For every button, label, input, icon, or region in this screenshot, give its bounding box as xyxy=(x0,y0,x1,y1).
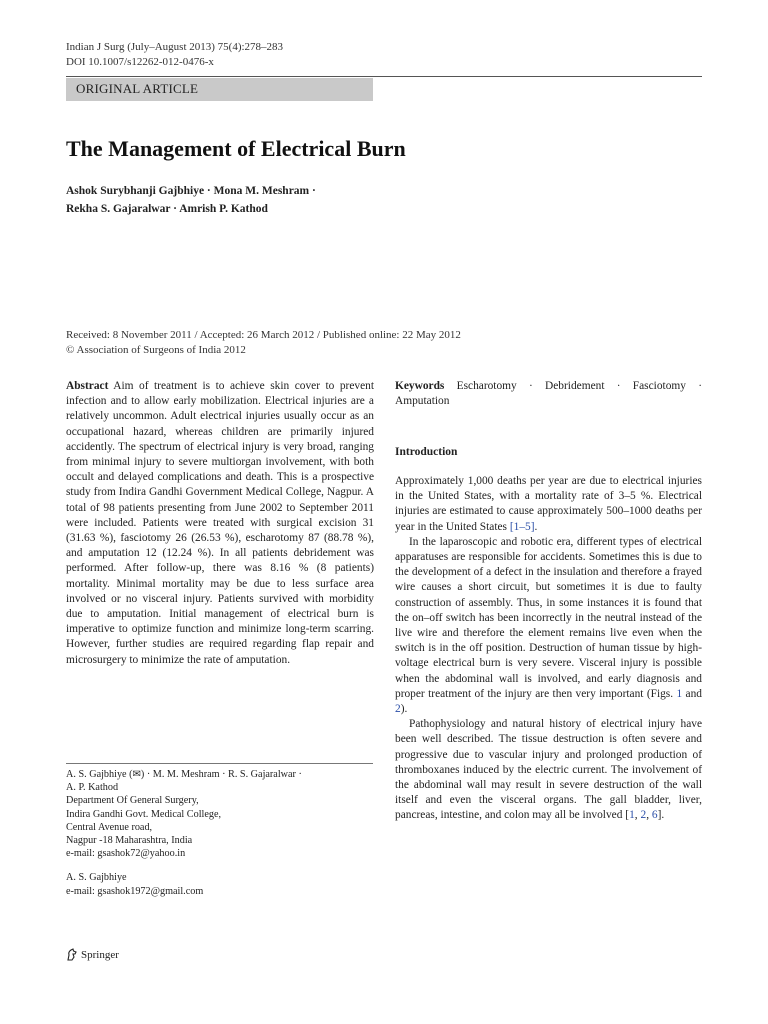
envelope-icon: ✉ xyxy=(132,769,141,780)
affiliation-separator xyxy=(66,763,373,764)
affiliation-email-2[interactable]: e-mail: gsashok1972@gmail.com xyxy=(66,885,204,897)
intro-p3-sep-1: , xyxy=(634,809,641,822)
figure-link-2[interactable]: 2 xyxy=(395,703,401,716)
affiliation-department: Department Of General Surgery, xyxy=(66,795,199,807)
affiliation-college: Indira Gandhi Govt. Medical College, xyxy=(66,808,222,820)
header-rule xyxy=(66,76,702,77)
affiliation-authors-line-1 xyxy=(66,768,302,781)
journal-citation xyxy=(66,40,283,70)
abstract-label: Abstract xyxy=(66,380,109,392)
introduction-heading: Introduction xyxy=(395,446,458,458)
affiliations xyxy=(66,768,302,898)
abstract xyxy=(66,379,374,668)
publisher-footer xyxy=(66,948,119,961)
keywords-text: Escharotomy · Debridement · Fasciotomy · Amputation xyxy=(395,380,702,408)
citation-link-1-5[interactable]: [1–5] xyxy=(509,520,535,533)
intro-p2-and: and xyxy=(682,687,702,700)
publisher-name: Springer xyxy=(81,948,119,961)
author-line-1: Ashok Surybhanji Gajbhiye · Mona M. Meshram · xyxy=(66,185,316,197)
introduction-body xyxy=(395,474,702,824)
keywords-label: Keywords xyxy=(395,380,445,392)
intro-paragraph-3 xyxy=(395,717,702,823)
affiliation-gap xyxy=(66,860,302,871)
intro-paragraph-1 xyxy=(395,474,702,535)
intro-p1-end: . xyxy=(534,520,538,533)
journal-line: Indian J Surg (July–August 2013) 75(4):278–283 xyxy=(66,41,284,53)
springer-horse-icon xyxy=(66,948,78,961)
doi-line: DOI 10.1007/s12262-012-0476-x xyxy=(66,56,214,68)
copyright-text: Association of Surgeons of India 2012 xyxy=(76,344,246,356)
affil-line1-pre: A. S. Gajbhiye ( xyxy=(66,769,133,780)
article-type-banner xyxy=(66,78,373,101)
paper-title: The Management of Electrical Burn xyxy=(66,136,406,161)
intro-p2-text: In the laparoscopic and robotic era, different types of electrical apparatuses are responsible for accidents. Sometimes this is due to the development of a defect in the insulation and therefore a frayed wire causes a short circuit, but sometimes it is due to faulty construction of assembly. Thus, in some instances it is found that the on–off switch has been incorrectly in the neutral instead of the live wire and therefore the element remains live even when the switch is in the off position. Destruction of human tissue by high-voltage electrical burn is very severe. Visceral injury is possible when the abdominal wall is involved, and early diagnosis and proper treatment of the injury are then very important (Figs. xyxy=(395,535,702,700)
article-type-label: ORIGINAL ARTICLE xyxy=(76,81,199,96)
citation-link-1[interactable]: 1 xyxy=(629,809,635,822)
author-line-2: Rekha S. Gajaralwar · Amrish P. Kathod xyxy=(66,203,268,215)
affiliation-road: Central Avenue road, xyxy=(66,821,153,833)
citation-link-2[interactable]: 2 xyxy=(640,809,647,822)
citation-link-6[interactable]: 6 xyxy=(651,809,658,822)
intro-p1-text: Approximately 1,000 deaths per year are due to electrical injuries in the United States, with a mortality rate of 3–5 %. Electrical injuries are estimated to cause approximately 500–1000 deaths per year in the United States xyxy=(395,475,702,533)
author-list xyxy=(66,182,316,218)
copyright-line xyxy=(66,343,461,358)
affiliation-authors-line-2: A. P. Kathod xyxy=(66,782,119,794)
figure-link-1[interactable]: 1 xyxy=(676,687,683,700)
keywords xyxy=(395,379,702,409)
publication-dates xyxy=(66,328,461,358)
intro-paragraph-2 xyxy=(395,535,702,717)
intro-p3-end: ]. xyxy=(657,809,665,822)
affiliation-city: Nagpur -18 Maharashtra, India xyxy=(66,835,193,847)
affiliation-author-2: A. S. Gajbhiye xyxy=(66,872,127,884)
intro-p3-sep-2: , xyxy=(646,809,652,822)
abstract-text: Aim of treatment is to achieve skin cover to prevent infection and to allow early mobilization. Electrical injuries are a relatively uncommon. Adult electrical injuries usually occur as an occupational hazard, whereas children are primarily injured accidently. The spectrum of electrical injury is very broad, ranging from minimal injury to severe multiorgan involvement, with both occult and delayed complications and death. This is a prospective study from Indira Gandhi Government Medical College, Nagpur. A total of 98 patients presenting from June 2002 to September 2011 were included. Patients were treated with surgical excision 31 (31.63 %), fasciotomy 26 (26.53 %), escharotomy 87 (88.78 %), and amputation 12 (12.24 %). In all patients debridement was performed. After follow-up, there was 8.16 % (8 patients) mortality. Minimal mortality may be due to less surface area involved or no visceral injury. Patients survived with morbidity due to amputation. Initial management of electrical burn is imperative to optimize function and minimize long-term scarring. However, further studies are required regarding flap repair and microsurgery to minimize the rate of amputation. xyxy=(66,380,374,666)
copyright-icon: © xyxy=(66,344,75,356)
affil-line1-post: ) · M. M. Meshram · R. S. Gajaralwar · xyxy=(140,769,302,780)
affiliation-email-1[interactable]: e-mail: gsashok72@yahoo.in xyxy=(66,848,186,860)
received-line: Received: 8 November 2011 / Accepted: 26 March 2012 / Published online: 22 May 2012 xyxy=(66,329,461,341)
intro-p3-text: Pathophysiology and natural history of electrical injury have been well described. The tissue destruction is often severe and progressive due to vascular injury and prolonged production of thromboxanes induced by the electric current. The involvement of the abdominal wall may result in severe destruction of the wall itself and even the visceral organs. The gall bladder, liver, pancreas, intestine, and colon may all be involved [ xyxy=(395,718,702,822)
intro-p2-end: ). xyxy=(400,703,408,716)
